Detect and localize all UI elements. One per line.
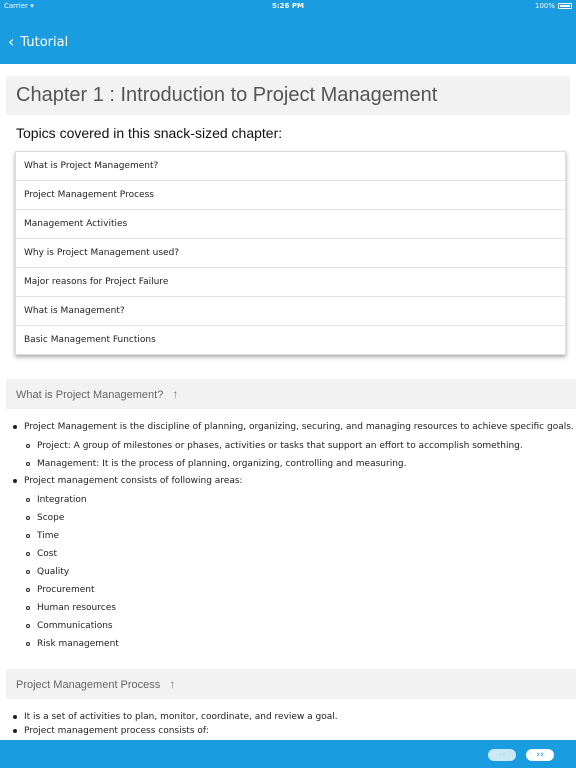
wifi-icon: ▾ xyxy=(30,2,34,10)
topic-item[interactable]: What is Management? xyxy=(16,297,565,326)
arrow-up-icon[interactable]: ↑ xyxy=(169,677,176,691)
next-chapter-button[interactable]: ›› xyxy=(526,749,554,761)
sub-bullets xyxy=(24,491,576,653)
section-header xyxy=(6,669,576,699)
sub-bullets xyxy=(24,437,576,473)
sub-bullet-item: Quality xyxy=(24,563,576,581)
battery-status xyxy=(535,2,572,10)
arrow-up-icon[interactable]: ↑ xyxy=(172,387,179,401)
bullet-text: Project Management is the discipline of planning, organizing, securing, and managing resources to achieve specific goals. xyxy=(24,422,574,432)
nav-bar xyxy=(0,12,576,64)
topic-item[interactable]: Why is Project Management used? xyxy=(16,239,565,268)
topic-item[interactable]: Major reasons for Project Failure xyxy=(16,268,565,297)
chapter-content[interactable] xyxy=(0,64,576,740)
status-time: 5:26 PM xyxy=(272,2,304,10)
bottom-toolbar xyxy=(0,740,576,768)
back-label: Tutorial xyxy=(20,34,69,50)
bullet-item xyxy=(12,711,576,723)
sub-bullet-item: Human resources xyxy=(24,599,576,617)
topic-item[interactable]: Project Management Process xyxy=(16,181,565,210)
sub-bullet-item: Procurement xyxy=(24,581,576,599)
sub-bullet-item: Management: It is the process of planning, organizing, controlling and measuring. xyxy=(24,455,576,473)
section-header xyxy=(6,379,576,409)
section-title: What is Project Management? xyxy=(16,389,164,401)
sub-bullet-item: Project: A group of milestones or phases, activities or tasks that support an effort to accomplish something. xyxy=(24,437,576,455)
bullet-text: It is a set of activities to plan, monitor, coordinate, and review a goal. xyxy=(24,712,338,722)
previous-chapter-button[interactable]: ‹‹ xyxy=(488,749,516,761)
section-title: Project Management Process xyxy=(16,679,161,691)
bullet-item xyxy=(12,725,576,737)
battery-icon xyxy=(558,3,572,9)
topics-list xyxy=(15,151,566,355)
topic-item[interactable]: What is Project Management? xyxy=(16,152,565,181)
bullet-text: Project management consists of following areas: xyxy=(24,476,243,486)
sub-bullet-item: Integration xyxy=(24,491,576,509)
status-bar xyxy=(0,0,576,12)
battery-percent: 100% xyxy=(534,2,555,10)
section-bullets xyxy=(12,711,576,737)
sub-bullet-item: Time xyxy=(24,527,576,545)
bullet-item xyxy=(12,421,576,473)
bullet-text: Project management process consists of: xyxy=(24,726,209,736)
sub-bullet-item: Scope xyxy=(24,509,576,527)
topic-item[interactable]: Basic Management Functions xyxy=(24,335,156,345)
sub-bullet-item: Risk management xyxy=(24,635,576,653)
carrier-text: Carrier xyxy=(4,2,28,10)
section-bullets xyxy=(12,421,576,653)
topic-item[interactable]: Management Activities xyxy=(16,210,565,239)
bullet-item xyxy=(12,475,576,653)
back-button[interactable] xyxy=(8,34,68,50)
chapter-title: Chapter 1 : Introduction to Project Management xyxy=(6,76,570,115)
sub-bullet-item: Cost xyxy=(24,545,576,563)
topics-heading: Topics covered in this snack-sized chapter: xyxy=(16,125,283,141)
chevron-left-icon: ‹ xyxy=(8,32,15,51)
sub-bullet-item: Communications xyxy=(24,617,576,635)
